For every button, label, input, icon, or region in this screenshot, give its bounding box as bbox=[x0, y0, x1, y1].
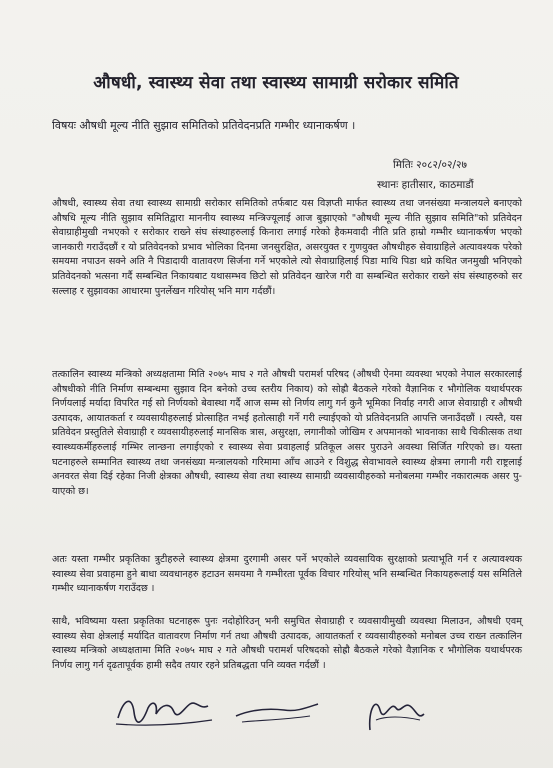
place-line: स्थानः हातीसार, काठमाडौं bbox=[377, 179, 474, 191]
date-place-block bbox=[315, 155, 515, 195]
signature-2 bbox=[232, 690, 322, 732]
paragraph-3: अतः यस्ता गम्भीर प्रकृतिका त्रुटीहरुले स्वास्थ्य क्षेत्रमा दुरगामी असर पर्ने भएकोले व्यवसायिक सुरक्षाको प्रत्याभूति गर्न र अत्यावश्यक स्वास्थ्य सेवा प्रवाहमा हुने बाधा व्यवधानहरु हटाउन समयमा नै गम्भीरता पूर्वक विचार गरियोस् भनि सम्बन्धित निकायहरूलाई यस समितिले गम्भीर ध्यानाकर्षण गराउँदछ । bbox=[52, 554, 522, 595]
date-line: मितिः २०८२/०२/२७ bbox=[393, 159, 467, 171]
paragraph-2: तत्कालिन स्वास्थ्य मन्त्रिको अध्यक्षतामा मिति २०७५ माघ २ गते औषधी परामर्श परिषद (औषधी ऐनमा व्यवस्था भएको नेपाल सरकारलाई औषधीको नीति निर्माण सम्बन्धमा सुझाव दिन बनेको उच्च स्तरीय निकाय) को सोह्रौ बैठकले गरेको वैज्ञानिक र भौगोलिक यथार्थपरक निर्णयलाई मर्यादा विपरित गई सो निर्णयको बेवास्था गर्दै आज सम्म सो निर्णय लागु गर्न कुनै भूमिका निर्वाह नगरी आज सेवाग्राही र औषधी उत्पादक, आयातकर्ता र व्यवसायीहरुलाई प्रोत्साहित नभई हतोत्साही गर्ने गरी ल्याईएको यो प्रतिवेदनप्रति आपत्ति जनाउँदछौं । त्यस्तै, यस प्रतिवेदन प्रस्तुतिले सेवाग्राही र व्यवसायीहरुलाई मानसिक त्रास, असुरक्षा, लगानीको जोखिम र अपमानको भावनाका साथै चिकीत्सक तथा स्वास्थ्यकर्मीहरुलाई गम्भिर लान्छना लगाईएको र स्वास्थ्य सेवा प्रवाहलाई प्रतिकूल असर पुराउने अवस्था सिर्जित गरिएको छ। यस्ता घटनाहरुले सम्मानित स्वास्थ्य तथा जनसंख्या मन्त्रालयको गरिमामा आँच आउने र विशुद्ध सेवाभावले स्वास्थ्य क्षेत्रमा लगानी गरी राष्ट्रलाई अनवरत सेवा दिई रहेका निजी क्षेत्रका औषधी, स्वास्थ्य सेवा तथा स्वास्थ्य सामाग्री व्यवसायीहरुको मनोबलमा गम्भीर नकारात्मक असर पु-याएको छ। bbox=[52, 369, 522, 497]
committee-title: औषधी, स्वास्थ्य सेवा तथा स्वास्थ्य सामाग्री सरोकार समिति bbox=[93, 73, 459, 93]
paragraph-1: औषधी, स्वास्थ्य सेवा तथा स्वास्थ्य सामाग्री सरोकार समितिको तर्फबाट यस विज्ञप्ती मार्फत स्वास्थ्य तथा जनसंख्या मन्त्रालयले बनाएको औषधि मूल्य नीति सुझाव समितिद्वारा माननीय स्वास्थ्य मन्त्रिज्यूलाई आज बुझाएको "औषधी मूल्य नीति सुझाव समिति"को प्रतिवेदन सेवाग्राहीमुखी नभएको र सरोकार राख्ने संघ संस्थाहरुलाई किनारा लगाई गरेको हैकमवादी नीति प्रति हाम्रो गम्भीर ध्यानाकर्षण भएको जानकारी गराउँदछौं र यो प्रतिवेदनको प्रभाव भोलिका दिनमा जनसुरक्षित, असरयुक्त र गुणयुक्त औषधीहरु सेवाग्राहिले अत्यावश्यक परेको समयमा नपाउन सक्ने अति नै पिडादायी वातावरण सिर्जना गर्ने भएकोले त्यो सेवाग्राहिलाई पिडा माथि पिडा थप्ने कथित जनमुखी भनिएको प्रतिवेदनको भत्सना गर्दै सम्बन्धित निकायबाट यथासम्भव छिटो सो प्रतिवेदन खारेज गरी वा सम्बन्धित सरोकार राख्ने संघ संस्थाहरुको सर सल्लाह र सुझावका आधारमा पुनर्लेखन गरियोस् भनि माग गर्दछौं। bbox=[52, 198, 522, 297]
signature-3 bbox=[362, 690, 432, 738]
subject-line: विषयः औषधी मूल्य नीति सुझाव समितिको प्रतिवेदनप्रति गम्भीर ध्यानाकर्षण । bbox=[52, 119, 356, 132]
signature-1 bbox=[112, 690, 222, 732]
paragraph-4: साथै, भविष्यमा यस्ता प्रकृतिका घटनाहरू पुनः नदोहोरिउन् भनी समुचित सेवाग्राही र व्यवसायीमुखी व्यवस्था मिलाउन, औषधी एवम् स्वास्थ्य सेवा क्षेत्रलाई मर्यादित वातावरण निर्माण गर्न तथा औषधी उत्पादक, आयातकर्ता र व्यवसायीहरुको मनोबल उच्च राख्न तत्कालिन स्वास्थ्य मन्त्रिको अध्यक्षतामा मिति २०७५ माघ २ गते औषधी परामर्श परिषदको सोह्रौ बैठकले गरेको वैज्ञानिक र भौगोलिक यथार्थपरक निर्णय लागु गर्न दृढतापूर्वक हामी सदैव तयार रहने प्रतिबद्धता पनि व्यक्त गर्दछौं । bbox=[52, 616, 522, 671]
